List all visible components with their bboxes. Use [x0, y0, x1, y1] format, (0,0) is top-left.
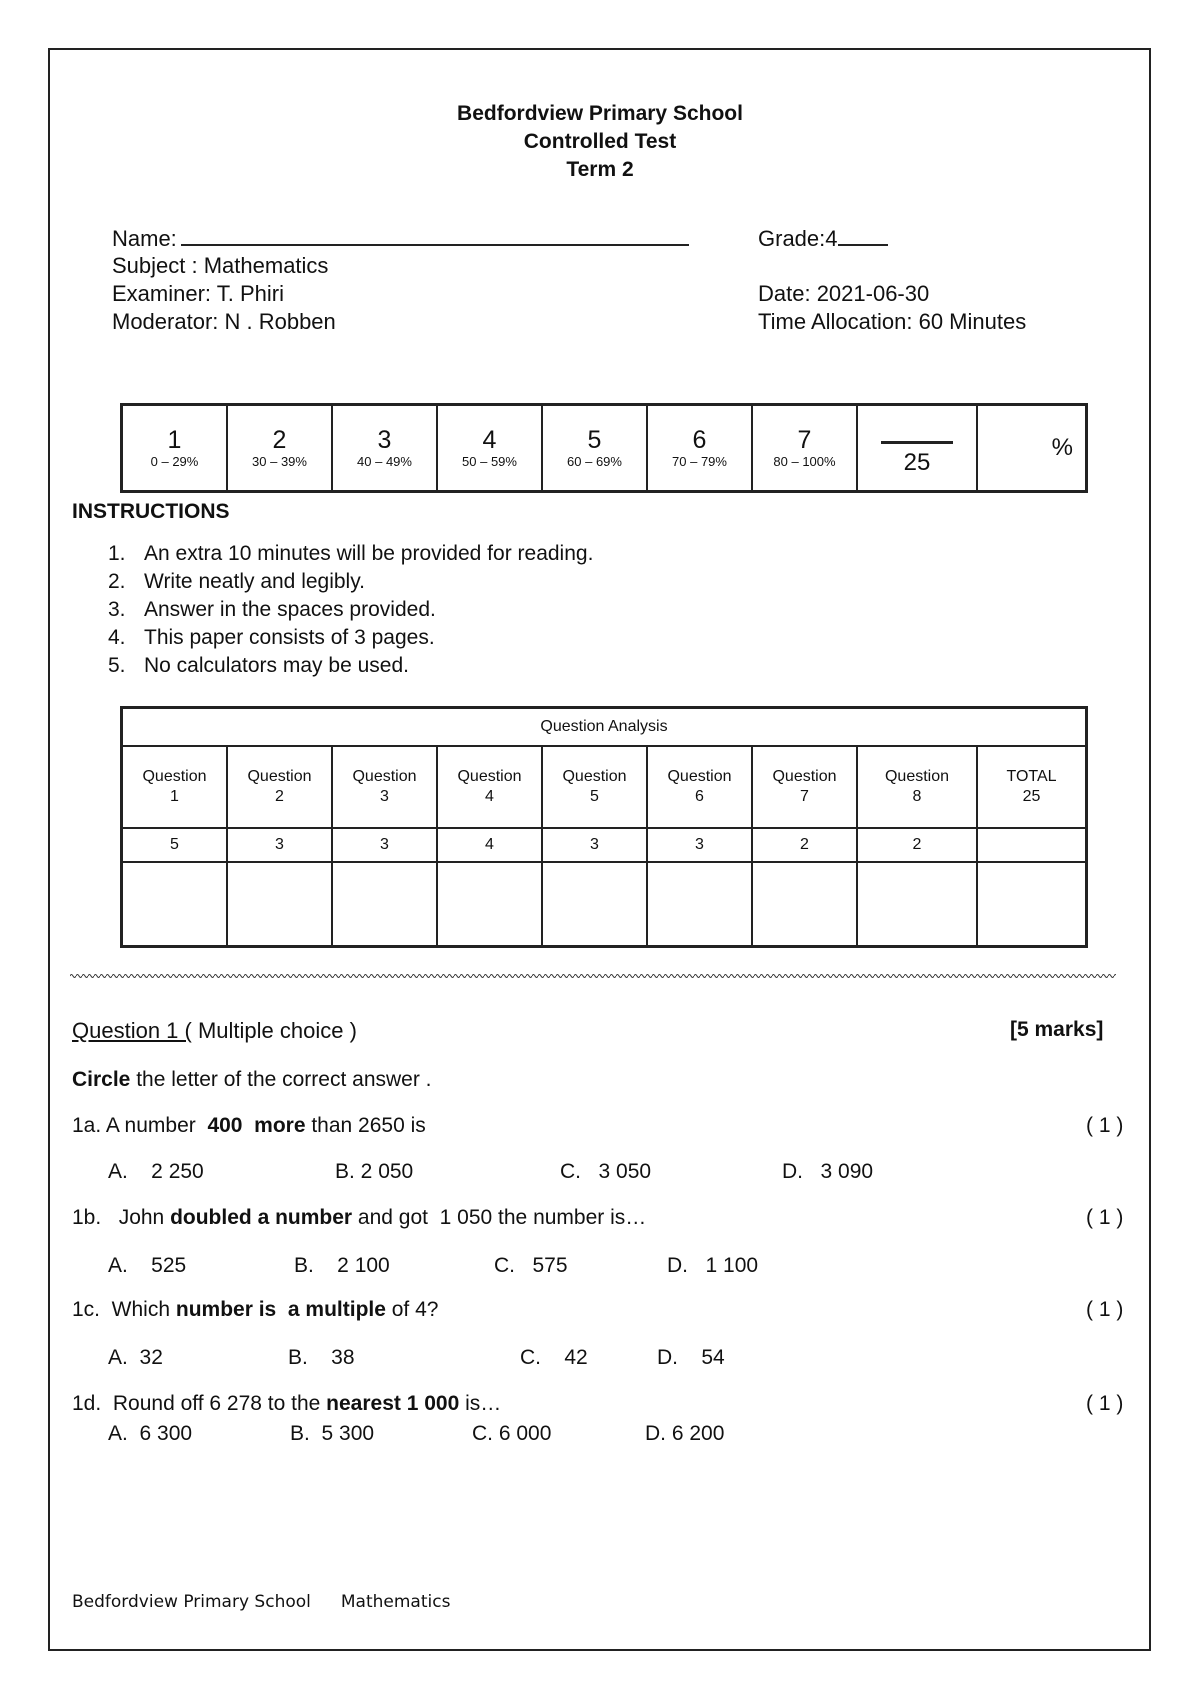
moderator-label: Moderator: N . Robben	[112, 309, 336, 334]
analysis-marks-row	[122, 828, 1087, 862]
instruction-text: This paper consists of 3 pages.	[144, 626, 435, 649]
analysis-header-cell: Question 5	[542, 746, 647, 828]
instruction-item: 2. Write neatly and legibly.	[108, 568, 593, 596]
level-number: 7	[797, 426, 812, 454]
analysis-marks-cell: 2	[752, 828, 857, 862]
option-1a-b[interactable]: B. 2 050	[335, 1160, 414, 1183]
analysis-header-cell: Question 6	[647, 746, 752, 828]
analysis-header-row	[122, 746, 1087, 828]
option-1b-d[interactable]: D. 1 100	[667, 1254, 759, 1277]
analysis-marks-cell: 3	[542, 828, 647, 862]
level-cell-3	[332, 405, 437, 492]
instruction-item: 3. Answer in the spaces provided.	[108, 596, 593, 624]
analysis-title: Question Analysis	[122, 708, 1087, 747]
option-1d-d[interactable]: D. 6 200	[645, 1422, 725, 1445]
analysis-marks-cell: 3	[227, 828, 332, 862]
option-1b-b[interactable]: B. 2 100	[294, 1254, 390, 1277]
level-cell-6	[647, 405, 752, 492]
question-1-instruction	[72, 1066, 432, 1094]
analysis-header-cell-total: TOTAL 25	[977, 746, 1087, 828]
option-1c-d[interactable]: D. 54	[657, 1346, 725, 1369]
question-1c-text: 1c. Which number is a multiple of 4?	[72, 1298, 439, 1321]
test-title: Controlled Test	[523, 130, 677, 153]
question-1-title	[72, 1018, 357, 1044]
analysis-header-cell: Question 1	[122, 746, 228, 828]
footer-subject: Mathematics	[340, 1592, 451, 1612]
time-allocation-label: Time Allocation: 60 Minutes	[758, 309, 1027, 334]
level-number: 2	[272, 426, 287, 454]
grade-label: Grade:4	[758, 226, 838, 251]
analysis-score-cell[interactable]	[647, 862, 752, 947]
question-analysis-table	[120, 706, 1088, 948]
option-1b-c[interactable]: C. 575	[494, 1254, 568, 1277]
instruction-item: 4. This paper consists of 3 pages.	[108, 624, 593, 652]
analysis-marks-cell	[977, 828, 1087, 862]
analysis-marks-cell: 2	[857, 828, 977, 862]
option-1d-c[interactable]: C. 6 000	[472, 1422, 552, 1445]
question-1-marks: [5 marks]	[1010, 1018, 1104, 1041]
instruction-text: No calculators may be used.	[144, 654, 409, 677]
percent-sign: %	[1051, 434, 1073, 461]
examiner-label: Examiner: T. Phiri	[112, 281, 284, 306]
instruction-item: 1. An extra 10 minutes will be provided for reading.	[108, 540, 593, 568]
analysis-marks-cell: 4	[437, 828, 542, 862]
name-field[interactable]	[112, 224, 689, 253]
analysis-marks-cell: 5	[122, 828, 228, 862]
instructions-title: INSTRUCTIONS	[72, 500, 230, 523]
question-1d-text: 1d. Round off 6 278 to the nearest 1 000 is…	[72, 1392, 502, 1415]
level-range: 80 – 100%	[773, 454, 836, 469]
document-header	[0, 100, 1200, 184]
score-blank-line[interactable]	[881, 419, 953, 444]
level-range: 30 – 39%	[252, 454, 307, 469]
instruction-bold: Circle	[72, 1068, 131, 1091]
level-range: 0 – 29%	[150, 454, 199, 469]
level-cell-2	[227, 405, 332, 492]
school-name: Bedfordview Primary School	[457, 102, 743, 125]
option-1a-a[interactable]: A. 2 250	[108, 1160, 204, 1183]
analysis-score-cell[interactable]	[542, 862, 647, 947]
option-1a-c[interactable]: C. 3 050	[560, 1160, 652, 1183]
analysis-score-cell[interactable]	[752, 862, 857, 947]
analysis-score-cell[interactable]	[857, 862, 977, 947]
page-footer	[72, 1592, 450, 1612]
analysis-marks-cell: 3	[332, 828, 437, 862]
wavy-divider	[70, 972, 1116, 980]
analysis-score-cell[interactable]	[437, 862, 542, 947]
footer-school: Bedfordview Primary School	[72, 1592, 311, 1612]
instruction-text: Answer in the spaces provided.	[144, 598, 436, 621]
analysis-header-cell: Question 4	[437, 746, 542, 828]
instruction-rest: the letter of the correct answer .	[130, 1068, 432, 1091]
level-number: 3	[377, 426, 392, 454]
analysis-score-row[interactable]	[122, 862, 1087, 947]
question-1b-mark: ( 1 )	[1086, 1206, 1124, 1229]
instruction-item: 5. No calculators may be used.	[108, 652, 593, 680]
option-1c-b[interactable]: B. 38	[288, 1346, 355, 1369]
option-1d-b[interactable]: B. 5 300	[290, 1422, 375, 1445]
level-range: 60 – 69%	[567, 454, 622, 469]
analysis-score-cell[interactable]	[977, 862, 1087, 947]
instruction-text: An extra 10 minutes will be provided for reading.	[144, 542, 594, 565]
score-denominator: 25	[903, 449, 931, 476]
level-number: 1	[167, 426, 182, 454]
percent-cell[interactable]	[977, 405, 1087, 492]
subject-label: Subject : Mathematics	[112, 253, 329, 278]
name-label: Name:	[112, 226, 177, 251]
achievement-level-table	[120, 403, 1088, 493]
level-cell-5	[542, 405, 647, 492]
question-1c-mark: ( 1 )	[1086, 1298, 1124, 1321]
analysis-header-cell: Question 8	[857, 746, 977, 828]
option-1c-c[interactable]: C. 42	[520, 1346, 588, 1369]
level-range: 40 – 49%	[357, 454, 412, 469]
question-1d-mark: ( 1 )	[1086, 1392, 1124, 1415]
analysis-marks-cell: 3	[647, 828, 752, 862]
question-title-rest: Multiple choice )	[191, 1018, 357, 1043]
grade-field	[758, 224, 888, 253]
level-range: 70 – 79%	[672, 454, 727, 469]
term-label: Term 2	[566, 158, 634, 181]
analysis-header-cell: Question 3	[332, 746, 437, 828]
level-cell-1	[122, 405, 228, 492]
analysis-header-cell: Question 2	[227, 746, 332, 828]
level-cell-4	[437, 405, 542, 492]
question-1b-text: 1b. John doubled a number and got 1 050 the number is…	[72, 1206, 647, 1229]
option-1c-a[interactable]: A. 32	[108, 1346, 163, 1369]
instruction-text: Write neatly and legibly.	[144, 570, 366, 593]
score-fraction-cell[interactable]	[857, 405, 977, 492]
question-1a-mark: ( 1 )	[1086, 1114, 1124, 1137]
instructions-list	[108, 540, 593, 680]
option-1b-a[interactable]: A. 525	[108, 1254, 187, 1277]
level-range: 50 – 59%	[462, 454, 517, 469]
grade-blank-line	[838, 224, 888, 246]
analysis-header-cell: Question 7	[752, 746, 857, 828]
level-cell-7	[752, 405, 857, 492]
level-number: 5	[587, 426, 602, 454]
option-1d-a[interactable]: A. 6 300	[108, 1422, 193, 1445]
analysis-score-cell[interactable]	[332, 862, 437, 947]
question-1a-text: 1a. A number 400 more than 2650 is	[72, 1114, 426, 1137]
analysis-score-cell[interactable]	[122, 862, 228, 947]
name-blank-line[interactable]	[181, 224, 689, 246]
option-1a-d[interactable]: D. 3 090	[782, 1160, 874, 1183]
question-title-underlined: Question 1 (	[72, 1018, 192, 1043]
level-number: 6	[692, 426, 707, 454]
date-label: Date: 2021-06-30	[758, 281, 930, 306]
analysis-score-cell[interactable]	[227, 862, 332, 947]
level-number: 4	[482, 426, 497, 454]
